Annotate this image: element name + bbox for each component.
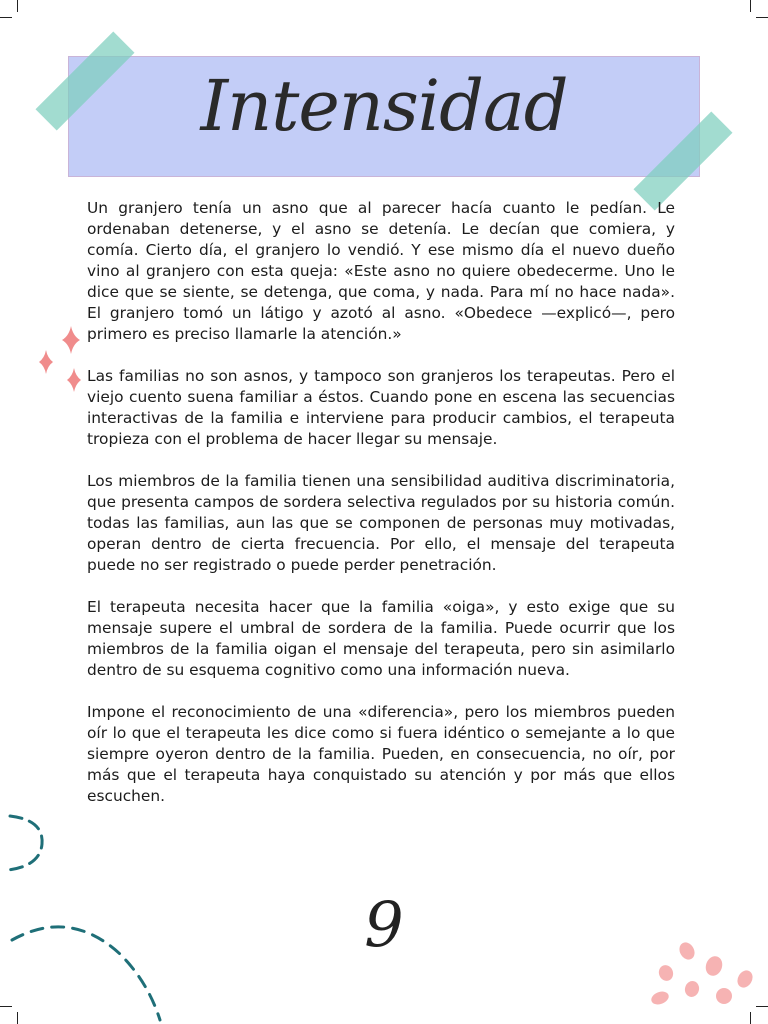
title-banner [68, 56, 700, 177]
paragraph: Los miembros de la familia tienen una sensibilidad auditiva discriminatoria, que presenta campos de sordera selectiva regulados por su historia común. todas las familias, aun las que se componen de personas muy motivadas, operan dentro de cierta frecuencia. Por ello, el mensaje del terapeuta puede no ser registrado o puede perder penetración. [87, 472, 675, 574]
dashed-arc-decoration [0, 810, 60, 880]
crop-mark [756, 1006, 768, 1007]
crop-mark [756, 17, 768, 18]
crop-mark [750, 0, 751, 12]
dots-decoration [644, 938, 754, 1018]
crop-mark [17, 0, 18, 12]
crop-mark [0, 17, 12, 18]
paragraph: Las familias no son asnos, y tampoco son granjeros los terapeutas. Pero el viejo cuento suena familiar a éstos. Cuando pone en escena las secuencias interactivas de la familia e interviene para producir cambios, el terapeuta tropieza con el problema de hacer llegar su mensaje. [87, 367, 675, 448]
paragraph: Un granjero tenía un asno que al parecer hacía cuanto le pedían. Le ordenaban detenerse, y el asno se detenía. Le decían que comiera, y comía. Cierto día, el granjero lo vendió. Y ese mismo día el nuevo dueño vino al granjero con esta queja: «Este asno no quiere obedecerme. Uno le dice que se siente, se detenga, que coma, y nada. Para mí no hace nada». El granjero tomó un látigo y azotó al asno. «Obedece —explicó—, pero primero es preciso llamarle la atención.» [87, 199, 675, 343]
page-number: 9 [364, 888, 404, 961]
sparkle-icon [34, 322, 84, 402]
paragraph: El terapeuta necesita hacer que la familia «oiga», y esto exige que su mensaje supere el umbral de sordera de la familia. Puede ocurrir que los miembros de la familia oigan el mensaje del terapeuta, pero sin asimilarlo dentro de su esquema cognitivo como una información nueva. [87, 598, 675, 679]
paragraph: Impone el reconocimiento de una «diferencia», pero los miembros pueden oír lo que el terapeuta les dice como si fuera idéntico o semejante a lo que siempre oyeron dentro de la familia. Pueden, en consecuencia, no oír, por más que el terapeuta haya conquistado su atención y por más que ellos escuchen. [87, 703, 675, 805]
body-text [87, 198, 675, 828]
page-title: Intensidad [200, 65, 568, 147]
